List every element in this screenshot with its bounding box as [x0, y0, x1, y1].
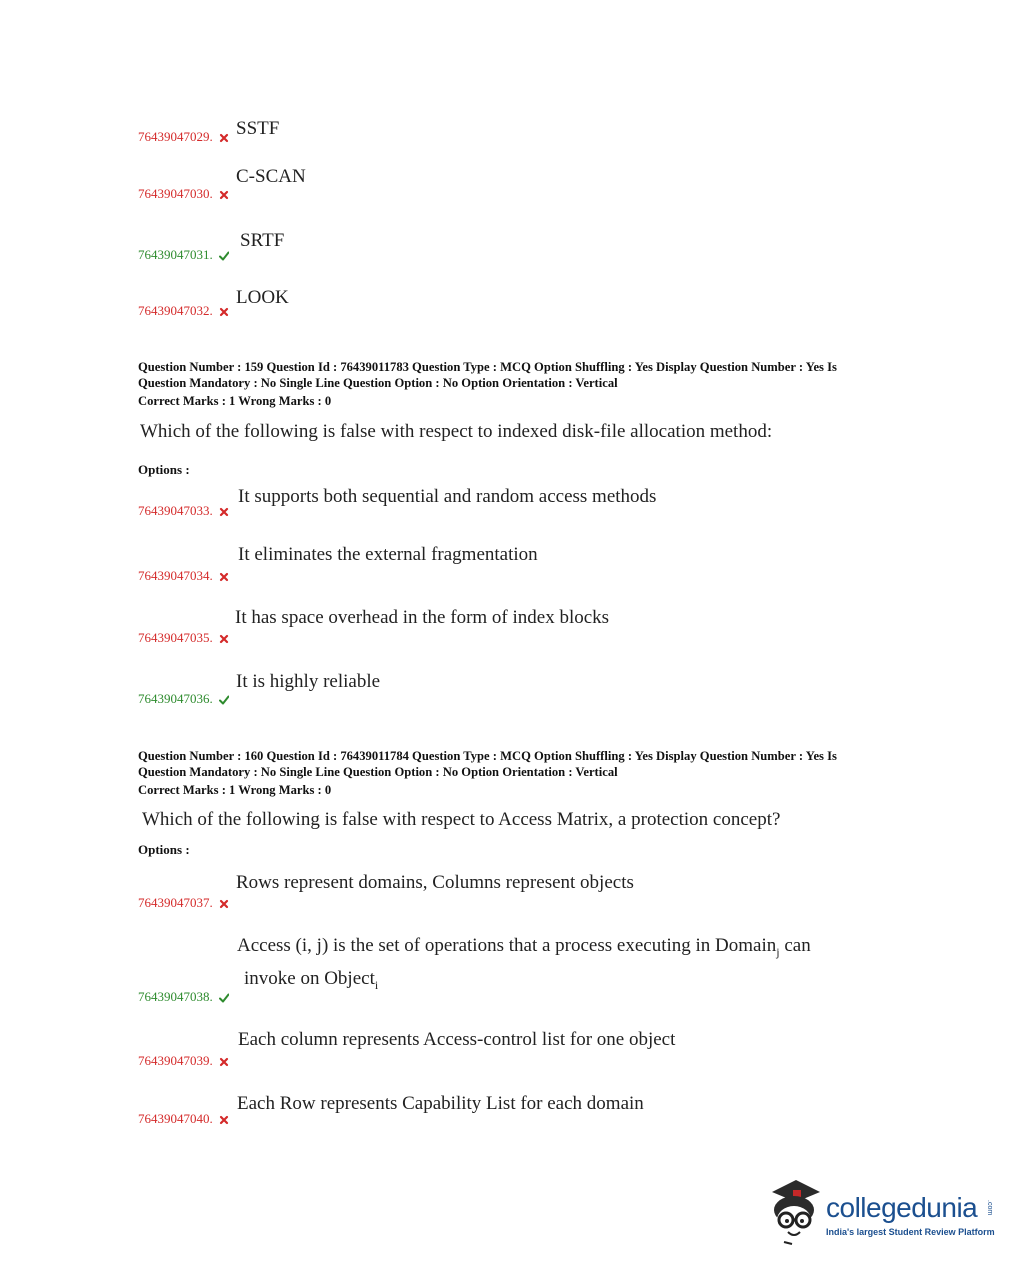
option-text: SRTF [240, 230, 285, 251]
option-id [138, 895, 229, 911]
option-id [138, 630, 229, 646]
option-text: SSTF [236, 118, 280, 139]
option-text: LOOK [236, 287, 289, 308]
option-text: C-SCAN [236, 166, 306, 187]
option-id [138, 1111, 229, 1127]
option-id-label: 76439047029. [138, 129, 213, 144]
option-text: Each Row represents Capability List for each domain [237, 1093, 644, 1114]
brand-suffix: .com [986, 1200, 993, 1216]
option-id [138, 247, 229, 263]
option-text: It supports both sequential and random access methods [238, 486, 657, 507]
cross-icon [219, 899, 229, 909]
option-id [138, 303, 229, 319]
option-id-label: 76439047032. [138, 303, 213, 318]
option-id [138, 691, 229, 707]
cross-icon [219, 634, 229, 644]
cross-icon [219, 1057, 229, 1067]
cross-icon [219, 1115, 229, 1125]
check-icon [219, 251, 229, 261]
brand-name: collegedunia [826, 1192, 978, 1223]
option-id-label: 76439047033. [138, 503, 213, 518]
option-id-label: 76439047034. [138, 568, 213, 583]
question-meta-line: Question Mandatory : No Single Line Question Option : No Option Orientation : Vertical [138, 764, 618, 779]
option-text-part: invoke on Object [244, 968, 375, 989]
question-meta-line: Question Mandatory : No Single Line Question Option : No Option Orientation : Vertical [138, 375, 618, 390]
question-meta-line: Question Number : 160 Question Id : 76439011784 Question Type : MCQ Option Shuffling : Yes Display Question Number : Yes Is [138, 749, 837, 763]
question-meta [138, 749, 837, 799]
options-label: Options : [138, 462, 190, 477]
option-id [138, 989, 229, 1005]
question-marks: Correct Marks : 1 Wrong Marks : 0 [138, 783, 332, 797]
option-id [138, 129, 229, 145]
option-text [237, 935, 811, 960]
check-icon [219, 695, 229, 705]
option-text-continued [244, 968, 378, 993]
option-id-label: 76439047035. [138, 630, 213, 645]
cross-icon [219, 307, 229, 317]
option-text: Rows represent domains, Columns represent objects [236, 872, 634, 893]
question-meta-line: Question Number : 159 Question Id : 76439011783 Question Type : MCQ Option Shuffling : Yes Display Question Number : Yes Is [138, 360, 837, 374]
check-icon [219, 993, 229, 1003]
cross-icon [219, 190, 229, 200]
option-text: It eliminates the external fragmentation [238, 544, 538, 565]
option-text: Each column represents Access-control list for one object [238, 1029, 676, 1050]
option-id-label: 76439047036. [138, 691, 213, 706]
option-id [138, 186, 229, 202]
option-text-part: can [779, 935, 811, 956]
option-id [138, 1053, 229, 1069]
option-text: It has space overhead in the form of index blocks [235, 607, 610, 628]
mascot-icon [768, 1176, 824, 1246]
option-text-part: Access (i, j) is the set of operations that a process executing in Domain [237, 935, 777, 956]
cross-icon [219, 507, 229, 517]
option-id-label: 76439047030. [138, 186, 213, 201]
question-meta [138, 360, 837, 410]
option-id-label: 76439047040. [138, 1111, 213, 1126]
question-marks: Correct Marks : 1 Wrong Marks : 0 [138, 394, 332, 408]
cross-icon [219, 133, 229, 143]
question-text: Which of the following is false with respect to Access Matrix, a protection concept? [142, 809, 781, 830]
collegedunia-logo [768, 1176, 998, 1246]
subscript: i [374, 977, 379, 992]
option-id-label: 76439047039. [138, 1053, 213, 1068]
question-text: Which of the following is false with respect to indexed disk-file allocation method: [140, 421, 773, 442]
option-id [138, 503, 229, 519]
option-id [138, 568, 229, 584]
option-id-label: 76439047038. [138, 989, 213, 1004]
option-id-label: 76439047031. [138, 247, 213, 262]
option-text: It is highly reliable [236, 671, 381, 692]
cross-icon [219, 572, 229, 582]
brand-tagline: India's largest Student Review Platform [826, 1227, 995, 1237]
subscript: j [776, 944, 780, 959]
options-label: Options : [138, 842, 190, 857]
option-id-label: 76439047037. [138, 895, 213, 910]
